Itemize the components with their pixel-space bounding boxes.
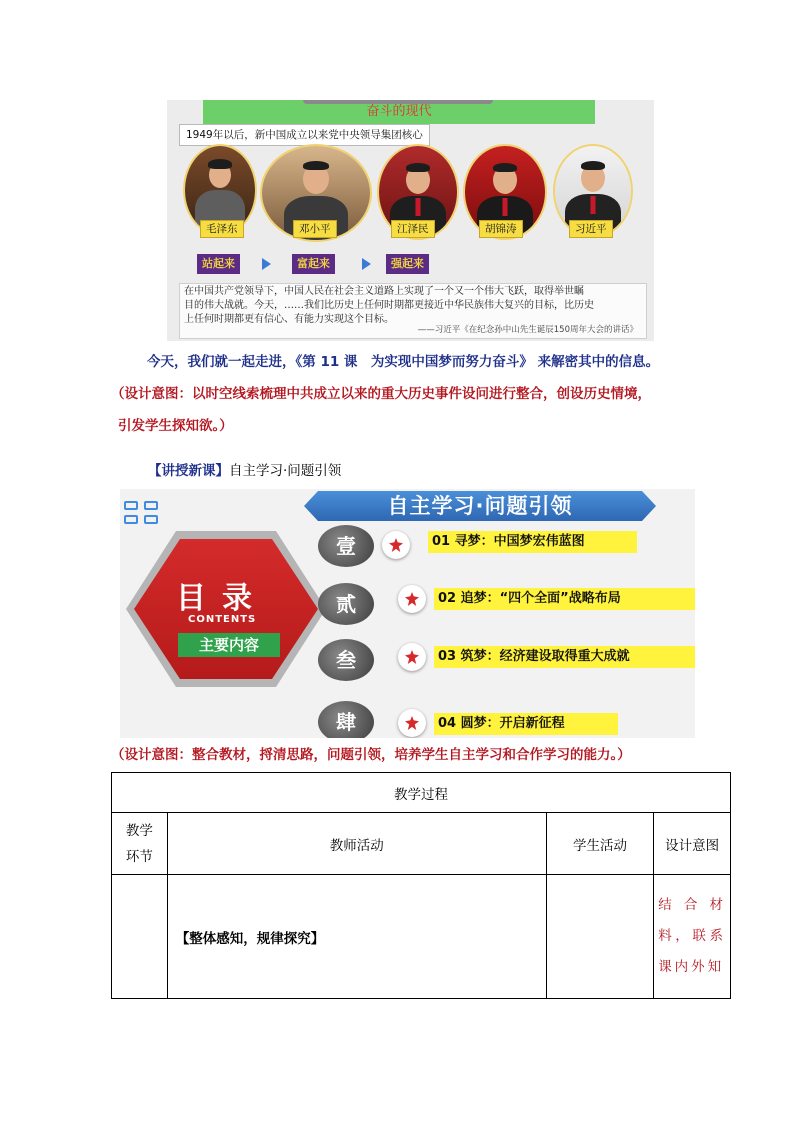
quote-line: 目的伟大战就。今天，……我们比历史上任何时期都更接近中华民族伟大复兴的目标，比历史 (184, 300, 594, 311)
header-teacher: 教师活动 (167, 813, 546, 875)
design-intent-1: （设计意图：以时空线索梳理中共成立以来的重大历史事件设问进行整合，创设历史情境， (111, 386, 651, 402)
header-stage-line: 环节 (125, 848, 153, 865)
stage-tag: 强起来 (386, 254, 429, 274)
quote-line: 在中国共产党领导下，中国人民在社会主义道路上实现了一个又一个伟大飞跃，取得举世瞩 (184, 286, 584, 297)
header-stage-line: 教学 (125, 822, 153, 839)
contents-label: CONTENTS (188, 614, 257, 625)
puzzle-icon (398, 709, 426, 737)
table-cell (167, 875, 546, 999)
leader-name-tag: 毛泽东 (200, 220, 244, 238)
teacher-activity: 【整体感知，规律探究】 (175, 930, 325, 947)
number-bubble: 贰 (318, 583, 374, 625)
design-intent-cell: 结合材料，联系课内外知 (658, 897, 726, 975)
slide-leaders (167, 100, 654, 341)
header-intent: 设计意图 (654, 813, 731, 875)
chevron-right-icon (262, 258, 271, 270)
slide-contents (120, 489, 695, 738)
main-content-label: 主要内容 (178, 633, 280, 657)
contents-item: 03 筑梦：经济建设取得重大成就 (434, 646, 695, 668)
contents-heading: 目录 (176, 581, 268, 616)
slide-caption: 1949年以后，新中国成立以来党中央领导集团核心 (179, 124, 430, 146)
stage-tag: 富起来 (292, 254, 335, 274)
quote-box (179, 283, 647, 339)
number-bubble: 叁 (318, 639, 374, 681)
quote-source: ——习近平《在纪念孙中山先生诞辰150周年大会的讲话》 (417, 325, 638, 335)
quote-line: 上任何时期都更有信心、有能力实现这个目标。 (184, 314, 394, 325)
section-label: 【讲授新课】 (148, 463, 229, 479)
puzzle-icon (398, 643, 426, 671)
header-student: 学生活动 (546, 813, 653, 875)
teaching-process-table (111, 772, 731, 999)
contents-item: 01 寻梦：中国梦宏伟蓝图 (428, 531, 637, 553)
puzzle-icon (398, 585, 426, 613)
table-cell (654, 875, 731, 999)
section-title: 自主学习·问题引领 (229, 463, 342, 479)
contents-item: 04 圆梦：开启新征程 (434, 713, 618, 735)
section-heading (148, 461, 341, 481)
number-bubble: 壹 (318, 525, 374, 567)
header-stage (112, 813, 168, 875)
leader-name-tag: 邓小平 (293, 220, 337, 238)
number-bubble: 肆 (318, 701, 374, 738)
table-cell (112, 875, 168, 999)
stage-tag: 站起来 (197, 254, 240, 274)
intro-paragraph: 今天，我们就一起走进，《第 11 课 为实现中国梦而努力奋斗》 来解密其中的信息。 (147, 354, 660, 370)
design-intent-1-cont: 引发学生探知欲。） (118, 418, 233, 434)
table-title: 教学过程 (112, 773, 731, 813)
contents-item: 02 追梦：“四个全面”战略布局 (434, 588, 695, 610)
table-cell (546, 875, 653, 999)
grid-icon (124, 501, 162, 525)
slide-banner: 奋斗的现代 (203, 100, 595, 124)
leader-name-tag: 胡锦涛 (479, 220, 523, 238)
chevron-right-icon (362, 258, 371, 270)
slide-title: 自主学习·问题引领 (387, 494, 573, 518)
gear-icon (382, 531, 410, 559)
leader-name-tag: 习近平 (569, 220, 613, 238)
leader-name-tag: 江泽民 (391, 220, 435, 238)
design-intent-2: （设计意图：整合教材，捋清思路，问题引领，培养学生自主学习和合作学习的能力。） (111, 747, 631, 763)
